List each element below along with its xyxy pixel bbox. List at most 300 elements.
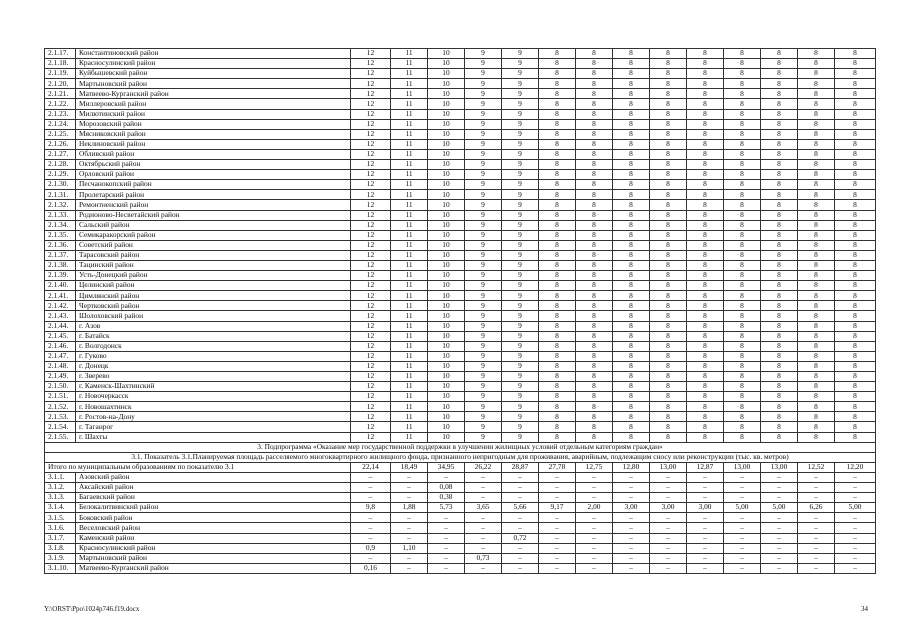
value-cell: 8 xyxy=(687,230,724,240)
row-name: Цимлянский район xyxy=(76,291,351,301)
value-cell: 8 xyxy=(539,422,576,432)
value-cell: 9 xyxy=(465,250,502,260)
value-cell: 8 xyxy=(576,79,613,89)
table-row xyxy=(45,210,876,220)
value-cell: 8 xyxy=(613,301,650,311)
row-number: 2.1.22. xyxy=(45,99,76,109)
row-number: 2.1.53. xyxy=(45,412,76,422)
value-cell: 8 xyxy=(835,291,876,301)
value-cell: 9 xyxy=(465,321,502,331)
value-cell: 8 xyxy=(576,180,613,190)
value-cell: – xyxy=(613,543,650,553)
value-cell: 8 xyxy=(576,432,613,442)
value-cell: 10 xyxy=(428,49,465,59)
value-cell: 8 xyxy=(650,210,687,220)
value-cell: – xyxy=(351,553,391,563)
row-name: г. Донецк xyxy=(76,361,351,371)
value-cell: 8 xyxy=(687,210,724,220)
value-cell: 12 xyxy=(351,250,391,260)
value-cell: – xyxy=(391,563,428,573)
value-cell: 8 xyxy=(687,402,724,412)
value-cell: 12 xyxy=(351,99,391,109)
value-cell: 8 xyxy=(724,99,761,109)
total-value-cell: 28,87 xyxy=(502,462,539,472)
value-cell: 8 xyxy=(613,281,650,291)
value-cell: 11 xyxy=(391,139,428,149)
value-cell: 8 xyxy=(761,331,798,341)
value-cell: 8 xyxy=(835,99,876,109)
value-cell: – xyxy=(761,493,798,503)
value-cell: 11 xyxy=(391,382,428,392)
value-cell: 8 xyxy=(724,281,761,291)
value-cell: 8 xyxy=(761,422,798,432)
value-cell: 8 xyxy=(539,341,576,351)
value-cell: 8 xyxy=(798,250,835,260)
value-cell: – xyxy=(613,563,650,573)
value-cell: 8 xyxy=(687,129,724,139)
row-name: Мартыновский район xyxy=(76,79,351,89)
value-cell: – xyxy=(798,523,835,533)
value-cell: – xyxy=(761,483,798,493)
table-row xyxy=(45,220,876,230)
value-cell: 8 xyxy=(724,129,761,139)
value-cell: – xyxy=(798,493,835,503)
value-cell: 8 xyxy=(798,230,835,240)
value-cell: 8 xyxy=(761,240,798,250)
value-cell: 10 xyxy=(428,210,465,220)
value-cell: – xyxy=(798,553,835,563)
value-cell: 8 xyxy=(724,220,761,230)
value-cell: 8 xyxy=(724,200,761,210)
table-row xyxy=(45,160,876,170)
value-cell: 8 xyxy=(576,372,613,382)
row-number: 2.1.33. xyxy=(45,210,76,220)
value-cell: 8 xyxy=(650,260,687,270)
value-cell: 8 xyxy=(798,392,835,402)
table-row xyxy=(45,523,876,533)
value-cell: 10 xyxy=(428,79,465,89)
value-cell: – xyxy=(428,472,465,482)
value-cell: 8 xyxy=(798,180,835,190)
value-cell: – xyxy=(613,553,650,563)
value-cell: 11 xyxy=(391,230,428,240)
table-row xyxy=(45,301,876,311)
value-cell: – xyxy=(502,543,539,553)
value-cell: – xyxy=(650,533,687,543)
value-cell: 12 xyxy=(351,412,391,422)
value-cell: 8 xyxy=(650,321,687,331)
row-name: г. Зверево xyxy=(76,372,351,382)
value-cell: – xyxy=(502,553,539,563)
total-value-cell: 22,14 xyxy=(351,462,391,472)
value-cell: 8 xyxy=(650,79,687,89)
value-cell: 11 xyxy=(391,422,428,432)
value-cell: 8 xyxy=(835,422,876,432)
value-cell: 9 xyxy=(465,422,502,432)
value-cell: – xyxy=(761,513,798,523)
value-cell: – xyxy=(798,472,835,482)
value-cell: 8 xyxy=(761,311,798,321)
value-cell: 9 xyxy=(502,119,539,129)
value-cell: – xyxy=(835,553,876,563)
value-cell: 8 xyxy=(650,69,687,79)
value-cell: 8 xyxy=(761,341,798,351)
value-cell: – xyxy=(650,493,687,503)
value-cell: 8 xyxy=(687,49,724,59)
value-cell: 8 xyxy=(687,321,724,331)
value-cell: 8 xyxy=(798,220,835,230)
value-cell: 8 xyxy=(724,361,761,371)
value-cell: – xyxy=(613,533,650,543)
value-cell: 8 xyxy=(650,331,687,341)
row-number: 2.1.23. xyxy=(45,109,76,119)
value-cell: 10 xyxy=(428,230,465,240)
value-cell: 8 xyxy=(761,190,798,200)
value-cell: 8 xyxy=(613,260,650,270)
value-cell: 9 xyxy=(465,412,502,422)
value-cell: 8 xyxy=(724,149,761,159)
table-row xyxy=(45,79,876,89)
value-cell: 10 xyxy=(428,139,465,149)
value-cell: – xyxy=(687,533,724,543)
value-cell: 8 xyxy=(835,190,876,200)
row-number: 2.1.47. xyxy=(45,351,76,361)
value-cell: 3,00 xyxy=(613,503,650,513)
value-cell: 11 xyxy=(391,260,428,270)
value-cell: 9 xyxy=(465,341,502,351)
row-name: Тарасовский район xyxy=(76,250,351,260)
value-cell: 8 xyxy=(761,99,798,109)
value-cell: – xyxy=(650,513,687,523)
value-cell: – xyxy=(687,563,724,573)
value-cell: 8 xyxy=(835,351,876,361)
value-cell: 5,00 xyxy=(761,503,798,513)
value-cell: 3,65 xyxy=(465,503,502,513)
value-cell: 10 xyxy=(428,291,465,301)
value-cell: 9 xyxy=(502,311,539,321)
table-row xyxy=(45,129,876,139)
value-cell: 8 xyxy=(650,119,687,129)
row-name: Куйбышевский район xyxy=(76,69,351,79)
value-cell: – xyxy=(650,543,687,553)
row-number: 2.1.40. xyxy=(45,281,76,291)
value-cell: – xyxy=(835,472,876,482)
value-cell: 12 xyxy=(351,382,391,392)
value-cell: 8 xyxy=(539,321,576,331)
value-cell: 8 xyxy=(798,412,835,422)
value-cell: 2,00 xyxy=(576,503,613,513)
total-value-cell: 13,00 xyxy=(761,462,798,472)
total-value-cell: 18,49 xyxy=(391,462,428,472)
value-cell: 10 xyxy=(428,190,465,200)
value-cell: 8 xyxy=(576,341,613,351)
value-cell: 8 xyxy=(798,432,835,442)
row-number: 2.1.20. xyxy=(45,79,76,89)
value-cell: 9 xyxy=(465,331,502,341)
value-cell: 8 xyxy=(835,200,876,210)
value-cell: – xyxy=(798,513,835,523)
value-cell: 8 xyxy=(539,361,576,371)
value-cell: 9 xyxy=(465,372,502,382)
value-cell: 8 xyxy=(613,129,650,139)
value-cell: 8 xyxy=(539,260,576,270)
value-cell: 8 xyxy=(835,160,876,170)
value-cell: 11 xyxy=(391,89,428,99)
value-cell: – xyxy=(502,472,539,482)
row-number: 2.1.36. xyxy=(45,240,76,250)
value-cell: 8 xyxy=(724,271,761,281)
value-cell: 8 xyxy=(761,119,798,129)
value-cell: 8 xyxy=(650,250,687,260)
value-cell: 8 xyxy=(539,220,576,230)
table-row xyxy=(45,513,876,523)
value-cell: 8 xyxy=(835,250,876,260)
value-cell: 12 xyxy=(351,230,391,240)
value-cell: 8 xyxy=(687,301,724,311)
table-body-subprogram-2 xyxy=(45,49,876,443)
value-cell: 0,16 xyxy=(351,563,391,573)
value-cell: 9 xyxy=(502,392,539,402)
table-row xyxy=(45,271,876,281)
value-cell: 8 xyxy=(687,200,724,210)
value-cell: 9 xyxy=(465,49,502,59)
value-cell: 8 xyxy=(724,341,761,351)
value-cell: 8 xyxy=(613,160,650,170)
value-cell: – xyxy=(687,513,724,523)
value-cell: 8 xyxy=(650,160,687,170)
value-cell: 8 xyxy=(798,109,835,119)
value-cell: – xyxy=(428,523,465,533)
value-cell: 9 xyxy=(502,281,539,291)
row-name: Целинский район xyxy=(76,281,351,291)
value-cell: 8 xyxy=(835,260,876,270)
value-cell: 8 xyxy=(539,69,576,79)
total-value-cell: 27,78 xyxy=(539,462,576,472)
value-cell: – xyxy=(761,543,798,553)
value-cell: 11 xyxy=(391,402,428,412)
value-cell: 8 xyxy=(687,260,724,270)
value-cell: 5,00 xyxy=(835,503,876,513)
value-cell: 8 xyxy=(835,139,876,149)
value-cell: – xyxy=(835,483,876,493)
value-cell: 8 xyxy=(613,119,650,129)
value-cell: – xyxy=(724,483,761,493)
value-cell: 12 xyxy=(351,180,391,190)
value-cell: 8 xyxy=(687,69,724,79)
value-cell: 8 xyxy=(576,109,613,119)
value-cell: 8 xyxy=(687,351,724,361)
value-cell: 12 xyxy=(351,291,391,301)
value-cell: 12 xyxy=(351,402,391,412)
value-cell: 8 xyxy=(724,311,761,321)
row-name: Сальский район xyxy=(76,220,351,230)
value-cell: 8 xyxy=(724,432,761,442)
value-cell: – xyxy=(650,472,687,482)
table-row xyxy=(45,472,876,482)
value-cell: 6,26 xyxy=(798,503,835,513)
value-cell: 9 xyxy=(502,129,539,139)
value-cell: 9 xyxy=(502,361,539,371)
row-name: Орловский район xyxy=(76,170,351,180)
value-cell: 8 xyxy=(724,180,761,190)
value-cell: 12 xyxy=(351,59,391,69)
value-cell: 10 xyxy=(428,281,465,291)
value-cell: 8 xyxy=(798,301,835,311)
value-cell: 10 xyxy=(428,180,465,190)
value-cell: 8 xyxy=(539,301,576,311)
value-cell: 8 xyxy=(650,392,687,402)
value-cell: – xyxy=(351,533,391,543)
value-cell: – xyxy=(351,493,391,503)
row-name: Ремонтненский район xyxy=(76,200,351,210)
value-cell: 8 xyxy=(761,59,798,69)
value-cell: 8 xyxy=(687,119,724,129)
value-cell: – xyxy=(465,483,502,493)
value-cell: 10 xyxy=(428,341,465,351)
value-cell: 10 xyxy=(428,422,465,432)
row-number: 2.1.19. xyxy=(45,69,76,79)
row-name: Милютинский район xyxy=(76,109,351,119)
value-cell: 8 xyxy=(539,190,576,200)
row-number: 3.1.3. xyxy=(45,493,76,503)
value-cell: 11 xyxy=(391,180,428,190)
value-cell: 9 xyxy=(465,271,502,281)
row-name: Веселовский район xyxy=(76,523,351,533)
table-row xyxy=(45,139,876,149)
value-cell: 8 xyxy=(798,341,835,351)
value-cell: 11 xyxy=(391,250,428,260)
value-cell: 9 xyxy=(502,160,539,170)
value-cell: 11 xyxy=(391,321,428,331)
table-row xyxy=(45,99,876,109)
value-cell: – xyxy=(502,493,539,503)
value-cell: 9 xyxy=(465,129,502,139)
value-cell: 8 xyxy=(835,392,876,402)
row-name: Октябрьский район xyxy=(76,160,351,170)
value-cell: 11 xyxy=(391,79,428,89)
value-cell: 8 xyxy=(650,382,687,392)
value-cell: – xyxy=(351,513,391,523)
value-cell: 8 xyxy=(835,412,876,422)
value-cell: 8 xyxy=(724,170,761,180)
value-cell: 3,00 xyxy=(687,503,724,513)
value-cell: – xyxy=(687,472,724,482)
value-cell: – xyxy=(539,483,576,493)
table-row xyxy=(45,49,876,59)
value-cell: 8 xyxy=(761,291,798,301)
value-cell: 8 xyxy=(539,351,576,361)
value-cell: 8 xyxy=(576,392,613,402)
value-cell: – xyxy=(428,513,465,523)
value-cell: 1,10 xyxy=(391,543,428,553)
value-cell: 11 xyxy=(391,392,428,402)
value-cell: 9,17 xyxy=(539,503,576,513)
value-cell: 11 xyxy=(391,49,428,59)
value-cell: 8 xyxy=(539,271,576,281)
value-cell: 8 xyxy=(650,109,687,119)
value-cell: – xyxy=(761,563,798,573)
table-row xyxy=(45,69,876,79)
row-number: 3.1.9. xyxy=(45,553,76,563)
subprogram-title-row xyxy=(45,442,876,452)
value-cell: 8 xyxy=(687,392,724,402)
value-cell: 8 xyxy=(650,180,687,190)
value-cell: 8 xyxy=(576,412,613,422)
value-cell: 8 xyxy=(650,149,687,159)
value-cell: 8 xyxy=(761,149,798,159)
document-page xyxy=(44,48,870,574)
value-cell: 8 xyxy=(576,281,613,291)
value-cell: – xyxy=(391,472,428,482)
value-cell: 8 xyxy=(576,99,613,109)
value-cell: 8 xyxy=(724,59,761,69)
value-cell: 8 xyxy=(576,190,613,200)
value-cell: 9 xyxy=(465,260,502,270)
value-cell: 8 xyxy=(724,139,761,149)
value-cell: – xyxy=(687,543,724,553)
table-row xyxy=(45,553,876,563)
value-cell: 8 xyxy=(576,220,613,230)
value-cell: 8 xyxy=(576,139,613,149)
value-cell: 8 xyxy=(613,372,650,382)
value-cell: – xyxy=(724,513,761,523)
row-name: Пролетарский район xyxy=(76,190,351,200)
value-cell: 8 xyxy=(724,210,761,220)
value-cell: 12 xyxy=(351,341,391,351)
value-cell: 8 xyxy=(687,99,724,109)
value-cell: 9 xyxy=(502,351,539,361)
value-cell: 8 xyxy=(724,109,761,119)
value-cell: 8 xyxy=(798,260,835,270)
value-cell: 8 xyxy=(650,59,687,69)
value-cell: 8 xyxy=(687,412,724,422)
value-cell: 8 xyxy=(576,311,613,321)
value-cell: 11 xyxy=(391,341,428,351)
value-cell: – xyxy=(465,523,502,533)
value-cell: – xyxy=(576,533,613,543)
value-cell: 8 xyxy=(798,200,835,210)
value-cell: – xyxy=(613,493,650,503)
row-name: Неклиновский район xyxy=(76,139,351,149)
value-cell: 8 xyxy=(576,69,613,79)
row-name: Мартыновский район xyxy=(76,553,351,563)
row-number: 3.1.7. xyxy=(45,533,76,543)
value-cell: 9 xyxy=(465,220,502,230)
value-cell: 9 xyxy=(502,372,539,382)
value-cell: 8 xyxy=(761,260,798,270)
value-cell: 9 xyxy=(502,49,539,59)
value-cell: – xyxy=(761,472,798,482)
value-cell: 8 xyxy=(798,160,835,170)
value-cell: – xyxy=(576,483,613,493)
value-cell: 8 xyxy=(835,109,876,119)
row-name: Морозовский район xyxy=(76,119,351,129)
value-cell: 8 xyxy=(798,240,835,250)
value-cell: – xyxy=(539,493,576,503)
value-cell: 8 xyxy=(613,331,650,341)
value-cell: 8 xyxy=(613,382,650,392)
value-cell: 9 xyxy=(465,432,502,442)
value-cell: – xyxy=(687,553,724,563)
row-name: Мясниковский район xyxy=(76,129,351,139)
value-cell: – xyxy=(687,493,724,503)
value-cell: 8 xyxy=(761,200,798,210)
value-cell: 9 xyxy=(502,99,539,109)
value-cell: – xyxy=(428,553,465,563)
value-cell: 8 xyxy=(539,210,576,220)
value-cell: 8 xyxy=(576,49,613,59)
row-name: г. Таганрог xyxy=(76,422,351,432)
